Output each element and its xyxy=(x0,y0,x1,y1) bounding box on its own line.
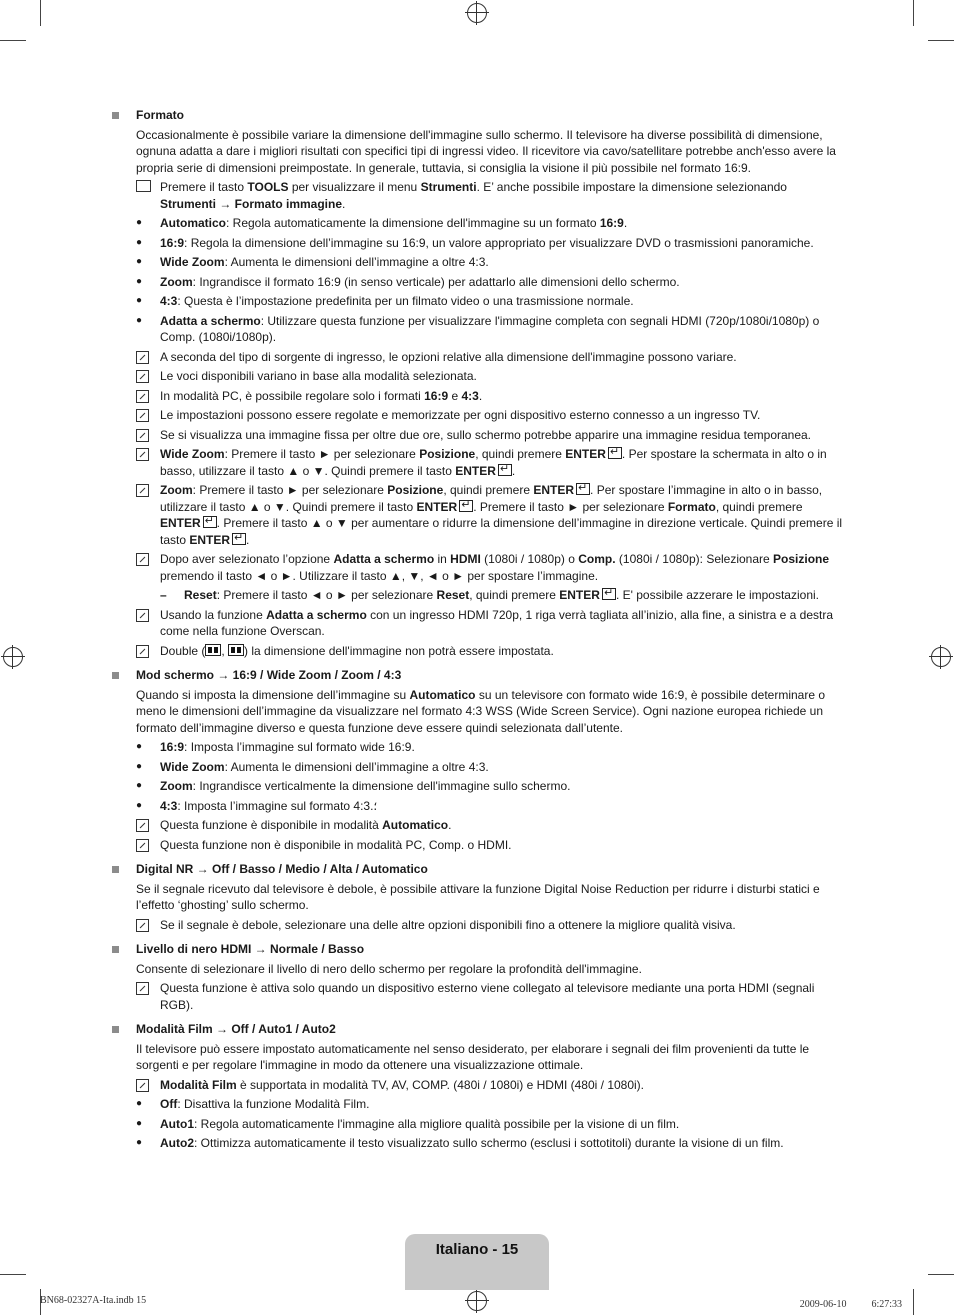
item-text: Zoom: Ingrandisce il formato 16:9 (in senso verticale) per adattarlo alle dimensioni dello schermo. xyxy=(160,274,680,289)
bullet-item xyxy=(136,1116,845,1133)
bullet-item xyxy=(136,759,845,776)
note-icon xyxy=(136,817,154,835)
crop-mark xyxy=(0,40,26,41)
section-title: Modalità Film → Off / Auto1 / Auto2 xyxy=(136,1022,336,1036)
crop-mark xyxy=(913,1289,914,1315)
item-text: 4:3: Imposta l’immagine sul formato 4:3.؛ xyxy=(160,798,378,813)
note-item xyxy=(136,349,845,366)
item-text: Le voci disponibili variano in base alla modalità selezionata. xyxy=(160,369,477,383)
item-text: Reset: Premere il tasto ◄ o ► per selezionare Reset, quindi premere ENTER↵ . E' possibile azzerare le impostazioni. xyxy=(184,588,819,602)
note-item xyxy=(136,427,845,444)
bullet-icon: ● xyxy=(136,314,143,326)
section-square-icon xyxy=(112,946,119,953)
item-text: Modalità Film è supportata in modalità TV, AV, COMP. (480i / 1080i) e HDMI (480i / 1080i). xyxy=(160,1077,645,1092)
crop-mark xyxy=(928,1274,954,1275)
bullet-item xyxy=(136,274,845,291)
item-text: 16:9: Regola la dimensione dell’immagine su 16:9, un valore appropriato per visualizzare DVD o trasmissioni panoramiche. xyxy=(160,235,814,250)
item-text: Automatico: Regola automaticamente la dimensione dell'immagine su un formato 16:9. xyxy=(160,216,628,230)
bullet-item xyxy=(136,215,845,232)
item-text: Dopo aver selezionato l’opzione Adatta a schermo in HDMI (1080i / 1080p) o Comp. (1080i / 1080p): Selezionare Posizione premendo il tasto ◄ o ►. Utilizzare il tasto ▲, ▼, ◄ o ► per spostare l’immagine. xyxy=(160,552,830,583)
footer-file-info: BN68-02327A-Ita.indb 15 xyxy=(40,1295,147,1306)
bullet-item xyxy=(136,798,845,815)
section-paragraph: Il televisore può essere impostato automaticamente nel senso desiderato, per elaborare i segnali dei film provenienti da tutte le sorgenti e per regolare l'immagine in modo da ottenere una visualizzazione ottimale. xyxy=(136,1041,810,1072)
registration-mark-icon xyxy=(467,3,487,23)
bullet-icon: ● xyxy=(136,236,143,248)
item-text: 16:9: Imposta l’immagine sul formato wide 16:9. xyxy=(160,740,415,754)
bullet-item xyxy=(136,778,845,795)
note-item xyxy=(136,551,845,584)
bullet-icon: ● xyxy=(136,275,143,287)
item-text: Se si visualizza una immagine fissa per oltre due ore, sullo schermo potrebbe apparire una immagine residua temporanea. xyxy=(160,427,812,442)
note-icon xyxy=(136,980,154,998)
note-item xyxy=(136,446,845,479)
note-item xyxy=(136,837,845,854)
note-icon xyxy=(136,388,154,406)
sub-item xyxy=(160,587,845,604)
section-paragraph: Occasionalmente è possibile variare la dimensione dell'immagine sullo schermo. Il televisore ha diverse possibilità di dimensione, ognuna adatta a dare i migliori risultati con specifici tipi di ingressi video. Il ricevitore via cavo/satellitare potrebbe anch'esso avere la propria serie di dimensioni preimpostate. In generale, tuttavia, si consiglia la visione il più possibile nel formato 16:9. xyxy=(136,127,836,175)
section-square-icon xyxy=(112,672,119,679)
crop-mark xyxy=(913,0,914,26)
note-icon xyxy=(136,446,154,464)
section xyxy=(110,1021,845,1152)
section xyxy=(110,861,845,933)
note-item xyxy=(136,917,845,934)
note-item xyxy=(136,817,845,834)
bullet-item xyxy=(136,293,845,310)
item-text: Auto2: Ottimizza automaticamente il testo visualizzato sullo schermo (esclusi i sottotitoli) durante la visione di un film. xyxy=(160,1136,784,1150)
note-item xyxy=(136,643,845,660)
crop-mark xyxy=(0,1274,26,1275)
item-text: In modalità PC, è possibile regolare solo i formati 16:9 e 4:3. xyxy=(160,388,483,403)
bullet-icon: ● xyxy=(136,1117,143,1129)
bullet-icon: ● xyxy=(136,780,143,791)
section-square-icon xyxy=(112,866,119,873)
item-text: Questa funzione è disponibile in modalità Automatico. xyxy=(160,818,452,832)
manual-content xyxy=(110,107,845,1160)
registration-mark-icon xyxy=(467,1291,487,1311)
note-item xyxy=(136,407,845,424)
section-paragraph: Quando si imposta la dimensione dell’immagine su Automatico su un televisore con formato wide 16:9, è possibile determinare o meno le dimensioni dell’immagine da visualizzare nel formato 4:3 WSS (Wide Screen Service). Ogni nazione europea richiede un formato dell’immagine diverso e questa funzione deve essere quindi selezionata dall’utente. xyxy=(136,687,826,735)
note-item xyxy=(136,368,845,385)
bullet-icon: ● xyxy=(136,1098,143,1109)
item-text: Premere il tasto TOOLS per visualizzare il menu Strumenti. E’ anche possibile impostare la dimensione selezionando Strumenti → Formato immagine. xyxy=(160,180,787,211)
bullet-item xyxy=(136,254,845,271)
section-square-icon xyxy=(112,1026,119,1033)
item-text: Zoom: Ingrandisce verticalmente la dimensione dell'immagine sullo schermo. xyxy=(160,779,571,793)
item-text: Questa funzione è attiva solo quando un dispositivo esterno viene collegato al televisore mediante una porta HDMI (segnali RGB). xyxy=(160,981,815,1012)
dash-icon: – xyxy=(160,588,167,602)
bullet-icon: ● xyxy=(136,256,143,267)
bullet-icon: ● xyxy=(136,295,143,306)
note-icon xyxy=(136,643,154,661)
section xyxy=(110,667,845,853)
item-text: Questa funzione non è disponibile in modalità PC, Comp. o HDMI. xyxy=(160,837,512,852)
note-icon xyxy=(136,368,154,386)
registration-mark-icon xyxy=(3,647,23,667)
tools-icon xyxy=(136,179,154,196)
bullet-item xyxy=(136,235,845,252)
item-text: Wide Zoom: Premere il tasto ► per selezionare Posizione, quindi premere ENTER↵ . Per spostare la schermata in alto o in basso, utilizzare il tasto ▲ o ▼. Quindi premere il tasto ENTER↵ . xyxy=(160,447,827,478)
bullet-icon: ● xyxy=(136,217,143,228)
bullet-icon: ● xyxy=(136,760,143,772)
section-title: Digital NR → Off / Basso / Medio / Alta / Automatico xyxy=(136,862,428,876)
item-text: Wide Zoom: Aumenta le dimensioni dell’immagine a oltre 4:3. xyxy=(160,759,489,774)
note-item xyxy=(136,482,845,548)
note-icon xyxy=(136,551,154,569)
section xyxy=(110,107,845,659)
note-icon xyxy=(136,1077,154,1095)
item-text: Le impostazioni possono essere regolate e memorizzate per ogni dispositivo esterno connesso a un ingresso TV. xyxy=(160,408,761,422)
item-text: Off: Disattiva la funzione Modalità Film. xyxy=(160,1097,370,1111)
item-text: Auto1: Regola automaticamente l'immagine alla migliore qualità possibile per la visione di un film. xyxy=(160,1116,680,1131)
item-text: Wide Zoom: Aumenta le dimensioni dell’immagine a oltre 4:3. xyxy=(160,255,489,269)
crop-mark xyxy=(928,40,954,41)
note-item xyxy=(136,179,845,212)
section-paragraph: Se il segnale ricevuto dal televisore è debole, è possibile attivare la funzione Digital Noise Reduction per ridurre i disturbi statici e l’effetto ‘ghosting’ sullo schermo. xyxy=(136,881,820,912)
bullet-icon: ● xyxy=(136,741,143,752)
section-paragraph: Consente di selezionare il livello di nero dello schermo per regolare la profondità dell'immagine. xyxy=(136,961,642,976)
note-icon xyxy=(136,607,154,625)
note-item xyxy=(136,1077,845,1094)
item-text: Double ( , ) la dimensione dell'immagine non potrà essere impostata. xyxy=(160,643,554,658)
bullet-item xyxy=(136,313,845,346)
registration-mark-icon xyxy=(931,647,951,667)
note-icon xyxy=(136,407,154,425)
crop-mark xyxy=(40,0,41,26)
note-icon xyxy=(136,482,154,500)
note-item xyxy=(136,607,845,640)
note-item xyxy=(136,388,845,405)
bullet-item xyxy=(136,1096,845,1113)
page-number: Italiano - 15 xyxy=(435,1241,519,1258)
footer-timestamp: 2009-06-10 6:27:33 xyxy=(799,1299,902,1310)
item-text: Usando la funzione Adatta a schermo con un ingresso HDMI 720p, 1 riga verrà tagliata all’inizio, alla fine, a sinistra e a destra come nella funzione Overscan. xyxy=(160,607,834,638)
bullet-item xyxy=(136,739,845,756)
bullet-item xyxy=(136,1135,845,1152)
item-text: Zoom: Premere il tasto ► per selezionare Posizione, quindi premere ENTER↵ . Per spostare l’immagine in alto o in basso, utilizzare il tasto ▲ o ▼. Quindi premere il tasto ENTER↵ . Premere il tasto ► per selezionare Formato, quindi premere ENTER↵ . Premere il tasto ▲ o ▼ per aumentare o ridurre la dimensione dell’immagine in direzione verticale. Quindi premere il tasto ENTER↵ . xyxy=(160,483,842,547)
section-title: Mod schermo → 16:9 / Wide Zoom / Zoom / 4:3 xyxy=(136,668,402,682)
bullet-icon: ● xyxy=(136,1137,143,1148)
item-text: Adatta a schermo: Utilizzare questa funzione per visualizzare l'immagine completa con segnali HDMI (720p/1080i/1080p) o Comp. (1080i/1080p). xyxy=(160,313,820,344)
bullet-icon: ● xyxy=(136,799,143,811)
section-square-icon xyxy=(112,112,119,119)
note-icon xyxy=(136,427,154,445)
item-text: 4:3: Questa è l’impostazione predefinita per un filmato video o una trasmissione normale. xyxy=(160,294,634,308)
note-icon xyxy=(136,917,154,935)
section-title: Formato xyxy=(136,108,184,122)
note-icon xyxy=(136,837,154,855)
item-text: Se il segnale è debole, selezionare una delle altre opzioni disponibili fino a ottenere la migliore qualità visiva. xyxy=(160,917,736,932)
section-title: Livello di nero HDMI → Normale / Basso xyxy=(136,942,365,956)
note-item xyxy=(136,980,845,1013)
section xyxy=(110,941,845,1013)
item-text: A seconda del tipo di sorgente di ingresso, le opzioni relative alla dimensione dell'immagine possono variare. xyxy=(160,349,737,364)
note-icon xyxy=(136,349,154,367)
